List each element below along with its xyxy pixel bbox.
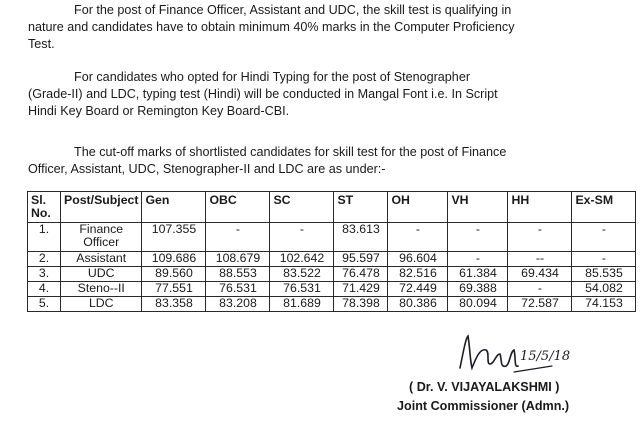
table-cell: Steno--II (61, 282, 142, 297)
table-cell: 96.604 (388, 252, 448, 267)
table-row (28, 267, 636, 282)
table-cell: 72.449 (388, 282, 448, 297)
header-st: ST (334, 192, 388, 223)
table-cell: 89.560 (142, 267, 206, 282)
table-cell: 2. (28, 252, 61, 267)
header-hh: HH (508, 192, 572, 223)
table-cell: 69.434 (508, 267, 572, 282)
table-cell: 71.429 (334, 282, 388, 297)
table-cell: 82.516 (388, 267, 448, 282)
header-vh: VH (448, 192, 508, 223)
table-row (28, 297, 636, 312)
header-sc: SC (270, 192, 334, 223)
table-cell: 107.355 (142, 223, 206, 252)
table-row (28, 252, 636, 267)
table-cell: -- (508, 252, 572, 267)
table-cell: 76.478 (334, 267, 388, 282)
table-cell: 83.613 (334, 223, 388, 252)
table-header-row (28, 192, 636, 223)
table-cell: 76.531 (270, 282, 334, 297)
table-row (28, 223, 636, 252)
table-cell: 81.689 (270, 297, 334, 312)
table-cell: 78.398 (334, 297, 388, 312)
table-cell: 5. (28, 297, 61, 312)
table-cell: - (388, 223, 448, 252)
table-cell: Assistant (61, 252, 142, 267)
table-cell: 109.686 (142, 252, 206, 267)
handwritten-signature (456, 328, 576, 380)
header-gen: Gen (142, 192, 206, 223)
table-cell: 102.642 (270, 252, 334, 267)
table-cell: 3. (28, 267, 61, 282)
signatory-designation: Joint Commissioner (Admn.) (397, 399, 570, 413)
header-sl-no: Sl. No. (28, 192, 61, 223)
table-cell: 74.153 (572, 297, 636, 312)
table-cell: 83.358 (142, 297, 206, 312)
signature-date: 15/5/18 (520, 349, 571, 364)
table-cell: - (206, 223, 270, 252)
table-cell: 76.531 (206, 282, 270, 297)
table-cell: 83.522 (270, 267, 334, 282)
table-cell: - (448, 223, 508, 252)
table-cell: - (508, 223, 572, 252)
table-cell: LDC (61, 297, 142, 312)
table-cell: UDC (61, 267, 142, 282)
header-ex-sm: Ex-SM (572, 192, 636, 223)
table-cell: 80.094 (448, 297, 508, 312)
table-cell: 77.551 (142, 282, 206, 297)
header-obc: OBC (206, 192, 270, 223)
table-cell: 108.679 (206, 252, 270, 267)
table-cell: 95.597 (334, 252, 388, 267)
table-cell: 72.587 (508, 297, 572, 312)
table-cell: - (448, 252, 508, 267)
header-oh: OH (388, 192, 448, 223)
paragraph-hindi-typing (28, 69, 616, 120)
paragraph-line: Officer, Assistant, UDC, Stenographer-II and LDC are as under:- (28, 162, 386, 176)
table-cell: 1. (28, 223, 61, 252)
table-cell: - (508, 282, 572, 297)
table-cell: 85.535 (572, 267, 636, 282)
signatory-name: ( Dr. V. VIJAYALAKSHMI ) (409, 380, 560, 394)
table-cell: 54.082 (572, 282, 636, 297)
paragraph-line: Hindi Key Board or Remington Key Board-CBI. (28, 104, 290, 118)
paragraph-line: (Grade-II) and LDC, typing test (Hindi) will be conducted in Mangal Font i.e. In Script (28, 87, 498, 101)
table-cell: 88.553 (206, 267, 270, 282)
cutoff-marks-table (27, 191, 636, 312)
table-cell: 61.384 (448, 267, 508, 282)
table-cell: 69.388 (448, 282, 508, 297)
table-cell: 80.386 (388, 297, 448, 312)
paragraph-line: For the post of Finance Officer, Assistant and UDC, the skill test is qualifying in (74, 3, 512, 17)
table-cell: - (572, 223, 636, 252)
paragraph-line: nature and candidates have to obtain minimum 40% marks in the Computer Proficiency (28, 20, 515, 34)
table-cell: Finance Officer (61, 223, 142, 252)
table-cell: - (572, 252, 636, 267)
table-cell: - (270, 223, 334, 252)
header-post: Post/Subject (61, 192, 142, 223)
paragraph-line: For candidates who opted for Hindi Typing for the post of Stenographer (74, 70, 471, 84)
table-cell: 4. (28, 282, 61, 297)
table-row (28, 282, 636, 297)
paragraph-cutoff-intro (28, 144, 616, 178)
paragraph-line: Test. (28, 37, 55, 51)
paragraph-skill-test (28, 2, 616, 53)
table-cell: 83.208 (206, 297, 270, 312)
paragraph-line: The cut-off marks of shortlisted candidates for skill test for the post of Finance (74, 145, 507, 159)
